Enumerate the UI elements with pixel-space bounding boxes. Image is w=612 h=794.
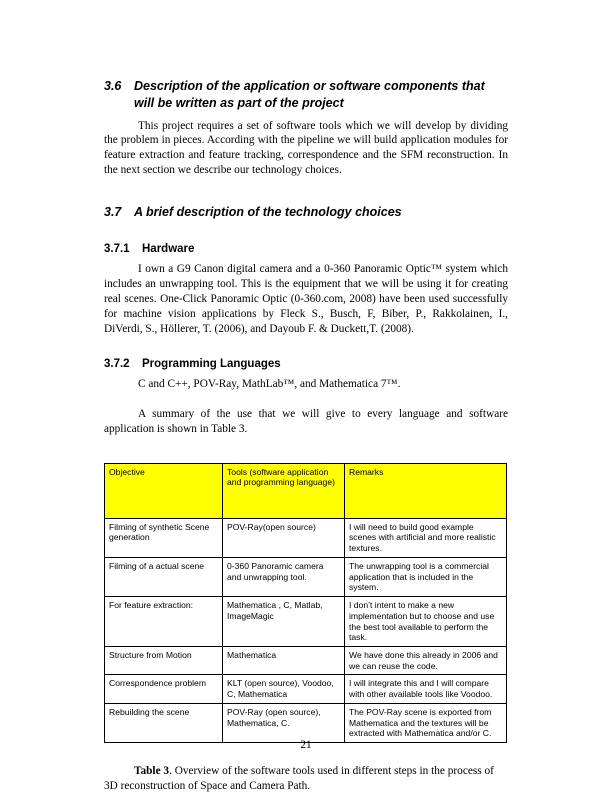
cell-tools: Mathematica — [223, 647, 345, 675]
cell-tools: KLT (open source), Voodoo, C, Mathematica — [223, 675, 345, 703]
cell-remarks: I will integrate this and I will compare with other available tools like Voodoo. — [345, 675, 507, 703]
software-tools-table — [104, 463, 507, 743]
subsection-number: 3.7.1 — [104, 243, 130, 256]
section-number: 3.7 — [104, 205, 122, 220]
cell-remarks: We have done this already in 2006 and we can reuse the code. — [345, 647, 507, 675]
page-number: 21 — [300, 739, 312, 751]
section-number: 3.6 — [104, 79, 122, 93]
cell-objective: Rebuilding the scene — [105, 703, 223, 742]
cell-remarks: I don’t intent to make a new implementation but to choose and use the best tool available to perform the task. — [345, 597, 507, 647]
table-intro-paragraph: A summary of the use that we will give to every language and software application is shown in Table 3. — [104, 407, 508, 435]
table-row — [105, 597, 507, 647]
section-heading-3-6 — [104, 78, 508, 113]
subsection-number: 3.7.2 — [104, 358, 130, 371]
subsection-3-7-1-paragraph: I own a G9 Canon digital camera and a 0-360 Panoramic Optic™ system which includes an unwrapping tool. This is the equipment that we will be using it for creating real scenes. One-Click Panoramic Optic (0-360.com, 2008) have been used successfully for machine vision applications by Fleck S., Busch, F, Biber, P., Rakkolainen, I., DiVerdi, S., Höllerer, T. (2006), and Dayoub F. & Duckett,T. (2008). — [104, 262, 508, 335]
subsection-heading-3-7-1 — [104, 242, 508, 258]
table-caption-label: Table 3 — [134, 765, 170, 778]
cell-tools: POV-Ray (open source), Mathematica, C. — [223, 703, 345, 742]
page-content — [104, 78, 508, 794]
cell-remarks: The POV-Ray scene is exported from Mathematica and the textures will be extracted with Mathematica and/or C. — [345, 703, 507, 742]
subsection-heading-3-7-2 — [104, 357, 508, 373]
spacer — [104, 437, 508, 463]
section-title-text-line2: will be written as part of the project — [134, 96, 344, 111]
cell-remarks: The unwrapping tool is a commercial application that is included in the system. — [345, 557, 507, 596]
section-title-text: A brief description of the technology choices — [134, 205, 402, 220]
spacer — [104, 336, 508, 357]
cell-objective: Correspondence problem — [105, 675, 223, 703]
cell-remarks: I will need to build good example scenes with artificial and more realistic textures. — [345, 518, 507, 557]
section-title-text: Description of the application or software components that — [134, 79, 485, 93]
column-header-tools: Tools (software application and programming language) — [223, 463, 345, 518]
column-header-remarks: Remarks — [345, 463, 507, 518]
spacer — [104, 178, 508, 204]
cell-tools: 0-360 Panoramic camera and unwrapping tool. — [223, 557, 345, 596]
section-heading-3-7 — [104, 204, 508, 221]
spacer — [104, 227, 508, 242]
cell-objective: For feature extraction: — [105, 597, 223, 647]
subsection-title-text: Hardware — [142, 243, 195, 256]
cell-tools: POV-Ray(open source) — [223, 518, 345, 557]
table-caption — [104, 764, 508, 794]
table-row — [105, 518, 507, 557]
subsection-3-7-2-paragraph: C and C++, POV-Ray, MathLab™, and Mathematica 7™. — [138, 377, 401, 390]
subsection-title-text: Programming Languages — [142, 358, 281, 371]
section-3-6-paragraph: This project requires a set of software tools which we will develop by dividing the problem in pieces. According with the pipeline we will build application modules for feature extraction and feature tracking, correspondence and the SFM reconstruction. In the next section we describe our technology choices. — [104, 119, 508, 177]
table-header-row — [105, 463, 507, 518]
column-header-objective: Objective — [105, 463, 223, 518]
table-row — [105, 703, 507, 742]
cell-objective: Structure from Motion — [105, 647, 223, 675]
table-caption-text: . Overview of the software tools used in different steps in the process of 3D reconstruction of Space and Camera Path. — [104, 765, 494, 793]
cell-tools: Mathematica , C, Matlab, ImageMagic — [223, 597, 345, 647]
table-row — [105, 675, 507, 703]
cell-objective: Filming of synthetic Scene generation — [105, 518, 223, 557]
table-row — [105, 647, 507, 675]
table-row — [105, 557, 507, 596]
cell-objective: Filming of a actual scene — [105, 557, 223, 596]
spacer — [104, 392, 508, 407]
